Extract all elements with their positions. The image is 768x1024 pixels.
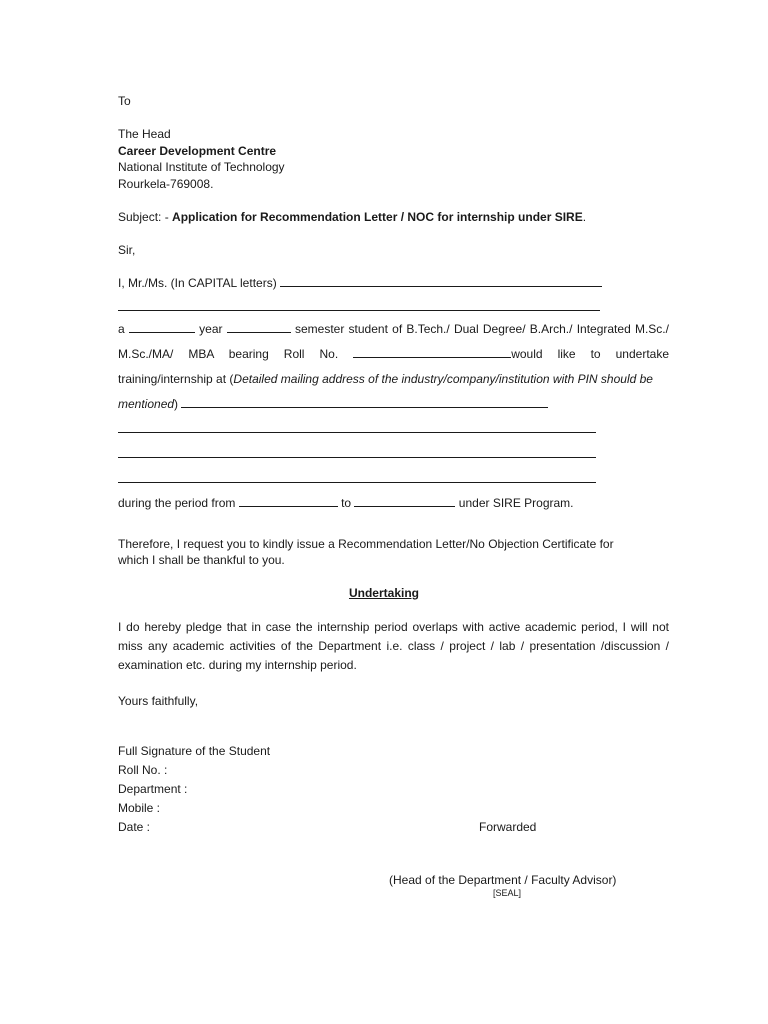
semester-blank[interactable] (227, 322, 291, 333)
subject-suffix: . (582, 210, 587, 224)
period-line (118, 495, 574, 511)
period-from-label: during the period from (118, 496, 236, 510)
company-address-line-4[interactable] (118, 482, 596, 483)
undertake-text: would like to undertake (511, 347, 669, 361)
request-line-1: Therefore, I request you to kindly issue a Recommendation Letter/No Objection Certificate for (118, 537, 614, 551)
address-instruction: Detailed mailing address of the industry/company/institution with PIN should be (233, 372, 653, 386)
year-semester-line (118, 321, 669, 337)
year-label: year (199, 322, 223, 336)
name-prefix-label: I, Mr./Ms. (In CAPITAL letters) (118, 276, 277, 290)
undertaking-heading: Undertaking (348, 586, 419, 600)
a-label: a (118, 322, 125, 336)
period-end-label: under SIRE Program. (458, 496, 574, 510)
period-to-blank[interactable] (354, 496, 455, 507)
company-address-line-2[interactable] (118, 432, 596, 433)
semester-text: semester student of B.Tech./ Dual Degree/ B.Arch./ Integrated M.Sc./ (294, 322, 669, 336)
subject-text: Application for Recommendation Letter / NOC for internship under SIRE (172, 210, 583, 224)
training-line (118, 371, 653, 387)
roll-line (118, 346, 669, 362)
roll-number-blank[interactable] (353, 347, 511, 358)
request-line-2: which I shall be thankful to you. (118, 553, 285, 567)
year-blank[interactable] (129, 322, 195, 333)
company-address-blank[interactable] (181, 397, 548, 408)
period-from-blank[interactable] (239, 496, 338, 507)
mentioned-text: mentioned (118, 397, 175, 411)
full-signature-label: Full Signature of the Student (118, 744, 271, 758)
salutation: Sir, (118, 243, 136, 257)
company-address-line-3[interactable] (118, 457, 596, 458)
programme-roll-label: M.Sc./MA/ MBA bearing Roll No. (118, 347, 339, 361)
address-institute: National Institute of Technology (118, 160, 285, 174)
undertaking-line-2: miss any academic activities of the Department i.e. class / project / lab / presentation /discussion / (118, 639, 669, 653)
close-paren: ) (174, 397, 179, 411)
subject-prefix: Subject: - (118, 210, 173, 224)
closing: Yours faithfully, (118, 694, 199, 708)
undertaking-line-1: I do hereby pledge that in case the internship period overlaps with active academic period, I will not (118, 620, 669, 634)
mentioned-line (118, 396, 548, 412)
address-centre: Career Development Centre (118, 144, 277, 158)
name-blank-continued[interactable] (118, 310, 600, 311)
hod-label: (Head of the Department / Faculty Advisor) (389, 873, 617, 887)
forwarded-label: Forwarded (479, 820, 537, 834)
subject-line (118, 209, 586, 225)
address-head: The Head (118, 127, 171, 141)
roll-no-label: Roll No. : (118, 763, 168, 777)
department-label: Department : (118, 782, 188, 796)
name-line (118, 275, 602, 291)
address-city: Rourkela-769008. (118, 177, 214, 191)
period-to-label: to (341, 496, 352, 510)
training-text: training/internship at ( (118, 372, 234, 386)
date-label: Date : (118, 820, 151, 834)
seal-label: [SEAL] (493, 888, 522, 898)
mobile-label: Mobile : (118, 801, 161, 815)
address-to: To (118, 94, 131, 108)
name-blank[interactable] (280, 276, 602, 287)
undertaking-line-3: examination etc. during my internship period. (118, 658, 357, 672)
